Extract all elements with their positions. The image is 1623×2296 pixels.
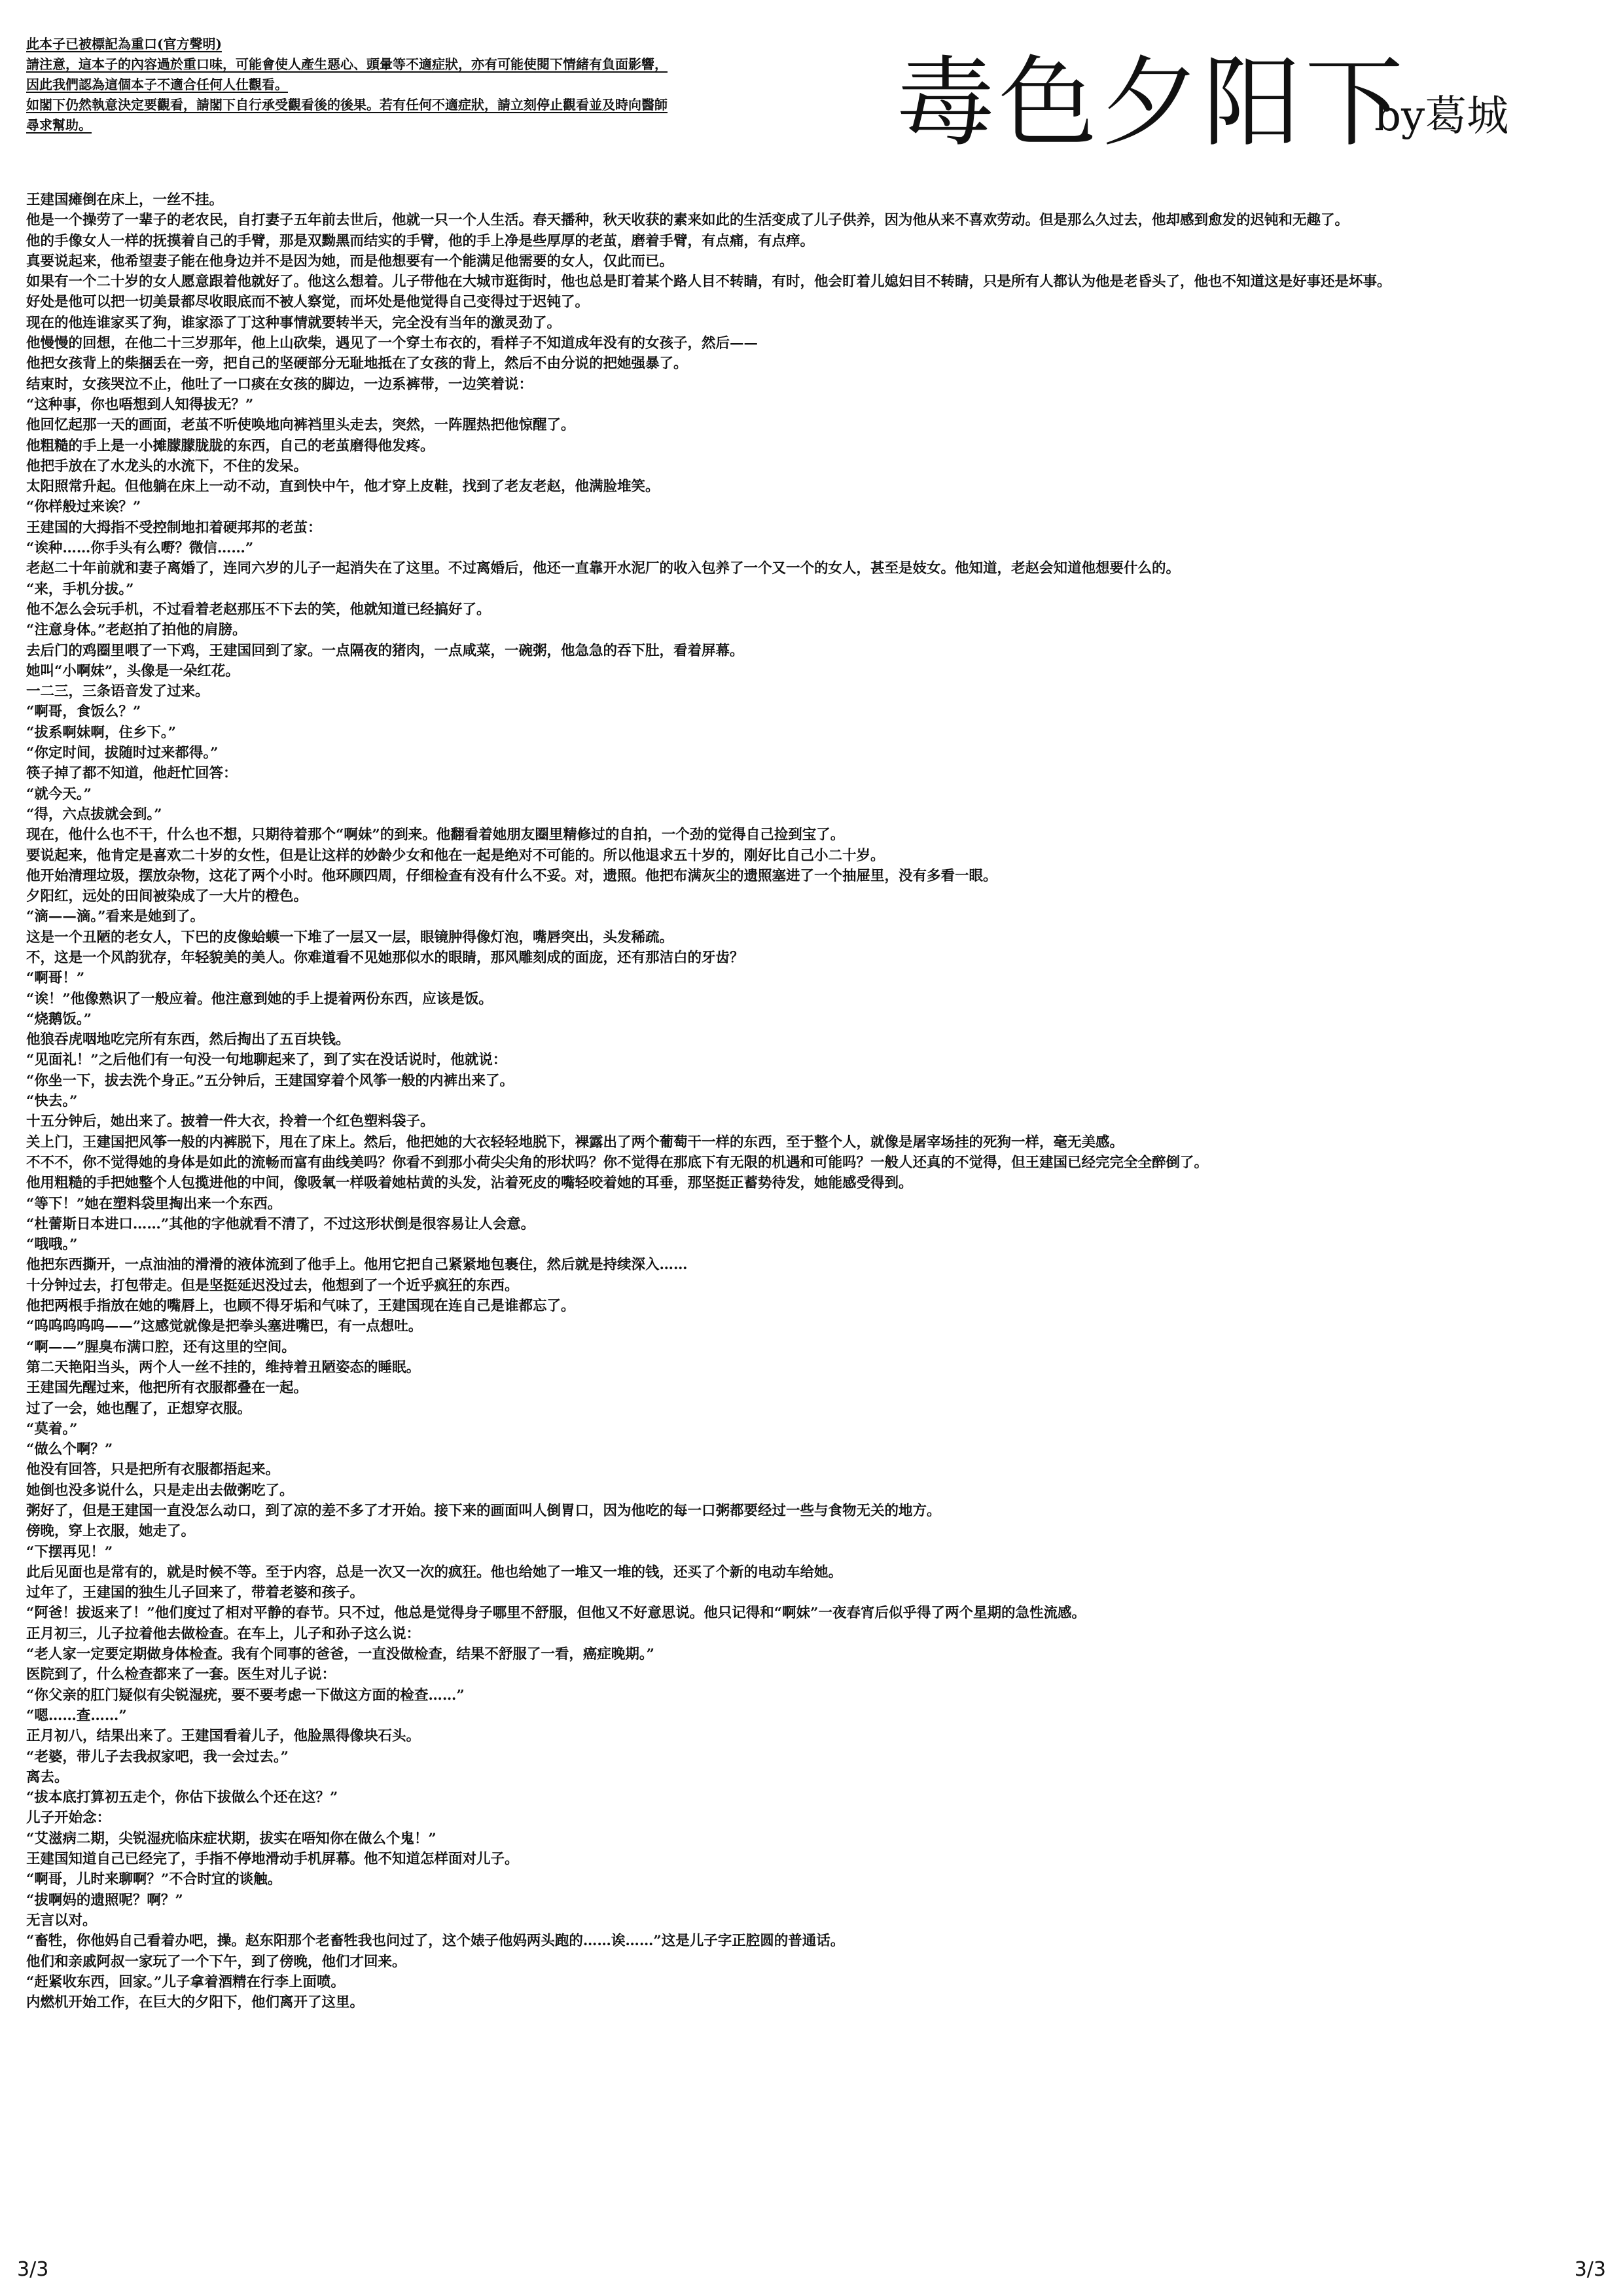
paragraph: “老人家一定要定期做身体检查。我有个同事的爸爸，一直没做检查，结果不舒服了一看，癌症晚期。” <box>26 1646 654 1663</box>
paragraph: 他把两根手指放在她的嘴唇上，也顾不得牙垢和气味了，王建国现在连自己是谁都忘了。 <box>26 1298 575 1315</box>
paragraph: “拔本底打算初五走个，你估下拔做么个还在这？” <box>26 1789 338 1806</box>
paragraph: 他是一个操劳了一辈子的老农民，自打妻子五年前去世后，他就一只一个人生活。春天播种，秋天收获的素来如此的生活变成了儿子供养，因为他从来不喜欢劳动。但是那么久过去，他却感到愈发的迟钝和无趣了。 <box>26 212 1349 229</box>
paragraph: “见面礼！”之后他们有一句没一句地聊起来了，到了实在没话说时，他就说： <box>26 1052 507 1069</box>
paragraph: 他不怎么会玩手机，不过看着老赵那压不下去的笑，他就知道已经搞好了。 <box>26 601 491 618</box>
notice-line: 尋求幫助。 <box>26 117 92 133</box>
paragraph: 他回忆起那一天的画面，老茧不听使唤地向裤裆里头走去，突然，一阵腥热把他惊醒了。 <box>26 417 575 434</box>
paragraph: 如果有一个二十岁的女人愿意跟着他就好了。他这么想着。儿子带他在大城市逛街时，他也总是盯着某个路人目不转睛，有时，他会盯着儿媳妇目不转睛，只是所有人都认为他是老昏头了，他也不知道这是好事还是坏事。 <box>26 274 1391 291</box>
paragraph: 不，这是一个风韵犹存，年轻貌美的美人。你难道看不见她那似水的眼睛，那风雕刻成的面庞，还有那洁白的牙齿？ <box>26 949 744 966</box>
paragraph: “注意身体。”老赵拍了拍他的肩膀。 <box>26 622 247 639</box>
paragraph: “啊哥，食饭么？” <box>26 704 141 721</box>
paragraph: “赶紧收东西，回家。”儿子拿着酒精在行李上面喷。 <box>26 1973 345 1990</box>
paragraph: 傍晚，穿上衣服，她走了。 <box>26 1523 196 1540</box>
paragraph: 现在，他什么也不干，什么也不想，只期待着那个“啊妹”的到来。他翻看着她朋友圈里精修过的自拍，一个劲的觉得自己捡到宝了。 <box>26 827 845 844</box>
paragraph: 她倒也没多说什么，只是走出去做粥吃了。 <box>26 1482 294 1499</box>
paragraph: “快去。” <box>26 1093 78 1110</box>
paragraph: 十五分钟后，她出来了。披着一件大衣，拎着一个红色塑料袋子。 <box>26 1113 435 1130</box>
page-number-left: 3/3 <box>17 2258 49 2281</box>
paragraph: 筷子掉了都不知道，他赶忙回答： <box>26 765 238 782</box>
paragraph: “诶种……你手头有么嘢？微信……” <box>26 540 254 557</box>
notice-line: 此本子已被標記為重口(官方聲明) <box>26 36 222 52</box>
paragraph: “下摆再见！” <box>26 1543 113 1560</box>
paragraph: 现在的他连谁家买了狗，谁家添了丁这种事情就要转半天，完全没有当年的激灵劲了。 <box>26 314 562 331</box>
paragraph: 离去。 <box>26 1768 69 1785</box>
paragraph: “滴——滴。”看来是她到了。 <box>26 908 204 925</box>
paragraph: “你坐一下，拔去洗个身正。”五分钟后，王建国穿着个风筝一般的内裤出来了。 <box>26 1072 514 1089</box>
paragraph: 好处是他可以把一切美景都尽收眼底而不被人察觉，而坏处是他觉得自己变得过于迟钝了。 <box>26 294 590 311</box>
paragraph: 太阳照常升起。但他躺在床上一动不动，直到快中午，他才穿上皮鞋，找到了老友老赵，他满脸堆笑。 <box>26 478 660 495</box>
paragraph: “艾滋病二期，尖锐湿疣临床症状期，拔实在唔知你在做么个鬼！” <box>26 1830 437 1847</box>
story-body <box>26 190 1610 2134</box>
author-byline: by葛城 <box>1374 92 1509 141</box>
paragraph: “就今天。” <box>26 785 92 802</box>
paragraph: “嗯……查……” <box>26 1707 127 1724</box>
paragraph: 正月初八，结果出来了。王建国看着儿子，他脸黑得像块石头。 <box>26 1728 421 1745</box>
paragraph: 粥好了，但是王建国一直没怎么动口，到了凉的差不多了才开始。接下来的画面叫人倒胃口，因为他吃的每一口粥都要经过一些与食物无关的地方。 <box>26 1503 941 1519</box>
paragraph: 不不不，你不觉得她的身体是如此的流畅而富有曲线美吗？你看不到那小荷尖尖角的形状吗？你不觉得在那底下有无限的机遇和可能吗？一般人还真的不觉得，但王建国已经完完全全醉倒了。 <box>26 1154 1209 1171</box>
paragraph: “你定时间，拔随时过来都得。” <box>26 745 219 762</box>
paragraph: “拔系啊妹啊，住乡下。” <box>26 724 176 741</box>
paragraph: 他把女孩背上的柴捆丢在一旁，把自己的坚硬部分无耻地抵在了女孩的背上，然后不由分说的把她强暴了。 <box>26 355 688 372</box>
paragraph: “你父亲的肛门疑似有尖锐湿疣，要不要考虑一下做这方面的检查……” <box>26 1687 465 1704</box>
paragraph: 他粗糙的手上是一小摊朦朦胧胧的东西，自己的老茧磨得他发疼。 <box>26 437 435 454</box>
paragraph: 十分钟过去，打包带走。但是坚挺延迟没过去，他想到了一个近乎疯狂的东西。 <box>26 1277 519 1294</box>
paragraph: 她叫“小啊妹”，头像是一朵红花。 <box>26 662 240 679</box>
paragraph: 他把手放在了水龙头的水流下，不住的发呆。 <box>26 457 308 475</box>
paragraph: “畜牲，你他妈自己看着办吧，操。赵东阳那个老畜牲我也问过了，这个婊子他妈两头跑的……诶……”这是儿子字正腔圆的普通话。 <box>26 1933 845 1950</box>
paragraph: 他把东西撕开，一点油油的滑滑的液体流到了他手上。他用它把自己紧紧地包裹住，然后就是持续深入…… <box>26 1257 688 1274</box>
paragraph: “这种事，你也唔想到人知得拔无？” <box>26 396 254 413</box>
paragraph: “做么个啊？” <box>26 1441 113 1458</box>
paragraph: 王建国知道自己已经完了，手指不停地滑动手机屏幕。他不知道怎样面对儿子。 <box>26 1851 519 1868</box>
paragraph: 儿子开始念： <box>26 1810 111 1827</box>
paragraph: 一二三，三条语音发了过来。 <box>26 683 209 700</box>
paragraph: “诶！”他像熟识了一般应着。他注意到她的手上提着两份东西，应该是饭。 <box>26 990 493 1007</box>
paragraph: “拔啊妈的遗照呢？啊？” <box>26 1892 183 1909</box>
document-title: 毒色夕阳下 <box>897 46 1408 160</box>
paragraph: “呜呜呜呜呜——”这感觉就像是把拳头塞进嘴巴，有一点想吐。 <box>26 1318 423 1335</box>
paragraph: 第二天艳阳当头，两个人一丝不挂的，维持着丑陋姿态的睡眠。 <box>26 1359 421 1376</box>
paragraph: 真要说起来，他希望妻子能在他身边并不是因为她，而是他想要有一个能满足他需要的女人，仅此而已。 <box>26 253 674 270</box>
paragraph: 他没有回答，只是把所有衣服都捂起来。 <box>26 1462 280 1479</box>
paragraph: “等下！”她在塑料袋里掏出来一个东西。 <box>26 1195 282 1212</box>
paragraph: “杜蕾斯日本进口……”其他的字他就看不清了，不过这形状倒是很容易让人会意。 <box>26 1215 535 1232</box>
paragraph: “啊哥！” <box>26 970 85 987</box>
paragraph: “来，手机分拔。” <box>26 581 134 598</box>
paragraph: “得，六点拔就会到。” <box>26 806 162 823</box>
page-number-right: 3/3 <box>1574 2258 1606 2281</box>
paragraph: 老赵二十年前就和妻子离婚了，连同六岁的儿子一起消失在了这里。不过离婚后，他还一直靠开水泥厂的收入包养了一个又一个的女人，甚至是妓女。他知道，老赵会知道他想要什么的。 <box>26 560 1181 577</box>
paragraph: 王建国先醒过来，他把所有衣服都叠在一起。 <box>26 1380 308 1397</box>
paragraph: 此后见面也是常有的，就是时候不等。至于内容，总是一次又一次的疯狂。他也给她了一堆又一堆的钱，还买了个新的电动车给她。 <box>26 1564 843 1581</box>
notice-line: 請注意，這本子的內容過於重口味，可能會使人產生惡心、頭暈等不適症狀，亦有可能使閱下情緒有負面影響， <box>26 56 668 72</box>
paragraph: 他狼吞虎咽地吃完所有东西，然后掏出了五百块钱。 <box>26 1031 350 1049</box>
paragraph: 他慢慢的回想，在他二十三岁那年，他上山砍柴，遇见了一个穿土布衣的，看样子不知道成年没有的女孩子，然后—— <box>26 335 758 352</box>
paragraph: 这是一个丑陋的老女人，下巴的皮像蛤蟆一下堆了一层又一层，眼镜肿得像灯泡，嘴唇突出，头发稀疏。 <box>26 929 674 946</box>
paragraph: “莫着。” <box>26 1420 78 1437</box>
paragraph: 过了一会，她也醒了，正想穿衣服。 <box>26 1400 252 1417</box>
paragraph: “烧鹅饭。” <box>26 1011 92 1028</box>
paragraph: 医院到了，什么检查都来了一套。医生对儿子说： <box>26 1666 336 1683</box>
paragraph: 夕阳红，远处的田间被染成了一大片的橙色。 <box>26 888 308 905</box>
notice-line: 如閣下仍然執意決定要觀看，請閣下自行承受觀看後的後果。若有任何不適症狀，請立刻停止觀看並及時向醫師 <box>26 97 668 113</box>
paragraph: “啊哥，儿时来聊啊？”不合时宜的谈触。 <box>26 1871 282 1888</box>
paragraph: 结束时，女孩哭泣不止，他吐了一口痰在女孩的脚边，一边系裤带，一边笑着说： <box>26 376 533 393</box>
paragraph: 内燃机开始工作，在巨大的夕阳下，他们离开了这里。 <box>26 1994 365 2011</box>
paragraph: 王建国的大拇指不受控制地扣着硬邦邦的老茧： <box>26 519 322 536</box>
paragraph: 正月初三，儿子拉着他去做检查。在车上，儿子和孙子这么说： <box>26 1625 421 1642</box>
paragraph: 无言以对。 <box>26 1912 97 1929</box>
paragraph: “你样般过来诶？” <box>26 499 141 516</box>
paragraph: 他开始清理垃圾，摆放杂物，这花了两个小时。他环顾四周，仔细检查有没有什么不妥。对，遗照。他把布满灰尘的遗照塞进了一个抽屉里，没有多看一眼。 <box>26 867 997 884</box>
paragraph: “啊——”腥臭布满口腔，还有这里的空间。 <box>26 1338 296 1355</box>
notice-line: 因此我們認為這個本子不適合任何人仕觀看。 <box>26 77 288 92</box>
paragraph: 他们和亲戚阿叔一家玩了一个下午，到了傍晚，他们才回来。 <box>26 1953 406 1970</box>
paragraph: 关上门，王建国把风筝一般的内裤脱下，甩在了床上。然后，他把她的大衣轻轻地脱下，裸露出了两个葡萄干一样的东西，至于整个人，就像是屠宰场挂的死狗一样，毫无美感。 <box>26 1134 1124 1151</box>
paragraph: 过年了，王建国的独生儿子回来了，带着老婆和孩子。 <box>26 1585 365 1602</box>
paragraph: 他的手像女人一样的抚摸着自己的手臂，那是双黝黑而结实的手臂，他的手上净是些厚厚的老茧，磨着手臂，有点痛，有点痒。 <box>26 232 815 249</box>
paragraph: “老婆，带儿子去我叔家吧，我一会过去。” <box>26 1748 289 1765</box>
paragraph: 要说起来，他肯定是喜欢二十岁的女性，但是让这样的妙龄少女和他在一起是绝对不可能的。所以他退求五十岁的，刚好比自己小二十岁。 <box>26 847 885 864</box>
paragraph: “阿爸！拔返来了！”他们度过了相对平静的春节。只不过，他总是觉得身子哪里不舒服，但他又不好意思说。他只记得和“啊妹”一夜春宵后似乎得了两个星期的急性流感。 <box>26 1605 1086 1622</box>
paragraph: 王建国瘫倒在床上，一丝不挂。 <box>26 192 224 208</box>
paragraph: 他用粗糙的手把她整个人包揽进他的中间，像吸氧一样吸着她枯黄的头发，沾着死皮的嘴轻咬着她的耳垂，那坚挺正蓄势待发，她能感受得到。 <box>26 1175 913 1192</box>
content-warning-notice <box>26 34 825 135</box>
paragraph: 去后门的鸡圈里喂了一下鸡，王建国回到了家。一点隔夜的猪肉，一点咸菜，一碗粥，他急急的吞下肚，看着屏幕。 <box>26 642 744 659</box>
paragraph: “哦哦。” <box>26 1236 78 1253</box>
